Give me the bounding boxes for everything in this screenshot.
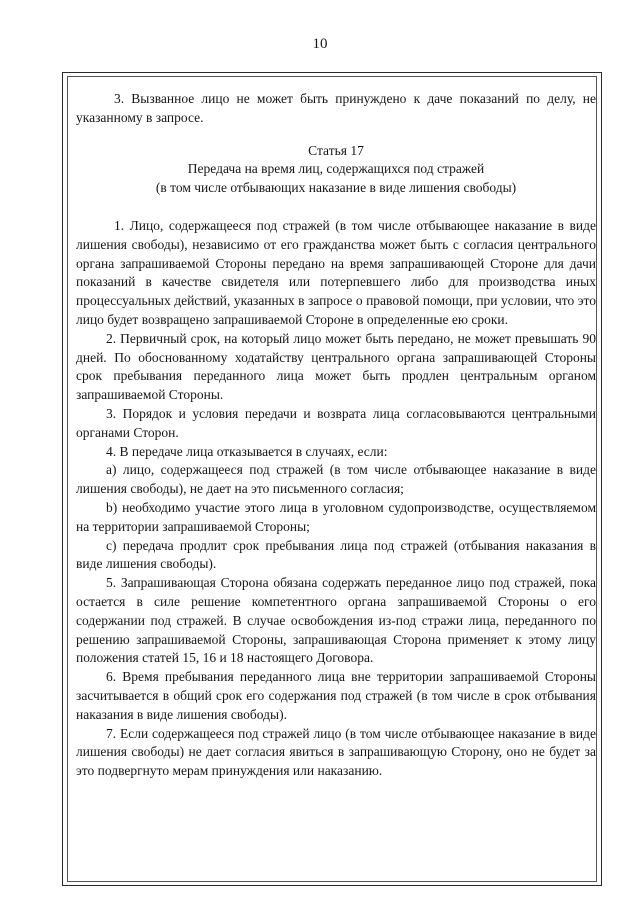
paragraph-4c: с) передача продлит срок пребывания лица под стражей (отбывания наказания в виде лишения свободы). — [76, 537, 596, 572]
paragraph-5: 5. Запрашивающая Сторона обязана содержать переданное лицо под стражей, пока остается в силе решение компетентного органа запрашиваемой Стороны о его содержании под стражей. В случае освобождения из-под стражи лица, переданного по решению запрашиваемой Стороны, запрашивающая Сторона применяет к этому лицу положения статей 15, 16 и 18 настоящего Договора. — [76, 575, 596, 666]
paragraph-6: 6. Время пребывания переданного лица вне территории запрашиваемой Стороны засчитывается в общий срок его содержания под стражей (в том числе в срок отбывания наказания в виде лишения свободы). — [76, 669, 596, 722]
article-subtitle: (в том числе отбывающих наказание в виде лишения свободы) — [155, 180, 517, 196]
paragraph-4: 4. В передаче лица отказывается в случаях, если: — [106, 443, 388, 459]
page-number: 10 — [312, 36, 328, 52]
article-title: Передача на время лиц, содержащихся под стражей — [187, 161, 485, 177]
paragraph-4a: а) лицо, содержащееся под стражей (в том числе отбывающее наказание в виде лишения свободы), не дает на это письменного согласия; — [76, 462, 596, 497]
paragraph-4b: b) необходимо участие этого лица в уголовном судопроизводстве, осуществляемом на территории запрашиваемой Стороны; — [76, 499, 596, 534]
article-heading — [76, 142, 596, 198]
document-body — [76, 90, 596, 781]
paragraph-2: 2. Первичный срок, на который лицо может быть передано, не может превышать 90 дней. По обоснованному ходатайству центрального органа запрашивающей Стороны срок пребывания переданного лица может быть продлен центральным органом запрашиваемой Стороны. — [76, 330, 596, 403]
paragraph-1: 1. Лицо, содержащееся под стражей (в том числе отбывающее наказание в виде лишения свободы), независимо от его гражданства может быть с согласия центрального органа запрашиваемой Стороны передано на время запрашивающей Стороне для дачи показаний в качестве свидетеля или потерпевшего либо для производства иных процессуальных действий, указанных в запросе о правовой помощи, при условии, что это лицо будет возвращено запрашиваемой Стороне в определенные ею сроки. — [76, 217, 596, 327]
article-number: Статья 17 — [308, 142, 364, 158]
paragraph-7: 7. Если содержащееся под стражей лицо (в том числе отбывающее наказание в виде лишения свободы) не дает согласия явиться в запрашивающую Сторону, оно не будет за это подвергнуто мерам принуждения или наказанию. — [76, 725, 596, 779]
paragraph-3: 3. Порядок и условия передачи и возврата лица согласовываются центральными органами Сторон. — [76, 405, 596, 440]
intro-paragraph: 3. Вызванное лицо не может быть принуждено к даче показаний по делу, не указанному в запросе. — [76, 91, 596, 125]
